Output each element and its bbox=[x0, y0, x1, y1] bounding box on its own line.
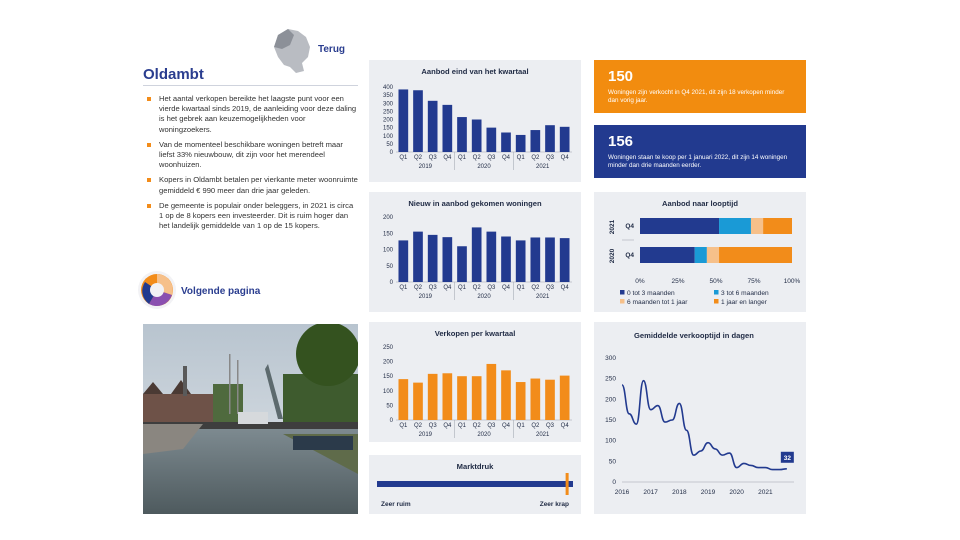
chart-title: Aanbod naar looptijd bbox=[662, 199, 738, 208]
title-divider bbox=[143, 85, 358, 86]
gauge-marker bbox=[566, 473, 569, 495]
bar bbox=[530, 130, 540, 152]
bar bbox=[560, 127, 570, 152]
x-tick-label: 2017 bbox=[643, 489, 658, 496]
gauge-track bbox=[377, 481, 573, 487]
aanbod-chart bbox=[369, 60, 581, 182]
year-label: 2020 bbox=[477, 432, 491, 438]
x-tick-label: 25% bbox=[671, 278, 685, 285]
y-tick-label: 350 bbox=[382, 93, 393, 100]
page-title: Oldambt bbox=[143, 66, 204, 83]
x-tick-label: Q1 bbox=[399, 423, 408, 429]
bar bbox=[501, 237, 511, 283]
chart-title: Aanbod eind van het kwartaal bbox=[421, 67, 529, 76]
x-tick-label: Q1 bbox=[399, 285, 408, 291]
bar bbox=[486, 232, 496, 282]
x-tick-label: Q3 bbox=[428, 155, 437, 161]
y-tick-label: 50 bbox=[386, 263, 393, 270]
bar bbox=[501, 370, 511, 420]
legend-swatch bbox=[714, 290, 719, 295]
x-tick-label: Q3 bbox=[428, 423, 437, 429]
x-tick-label: Q4 bbox=[501, 285, 511, 291]
x-tick-label: Q3 bbox=[487, 285, 496, 291]
x-tick-label: Q4 bbox=[501, 423, 511, 429]
x-tick-label: 2016 bbox=[614, 489, 630, 496]
chart-panel-marktdruk bbox=[369, 455, 581, 514]
bar bbox=[560, 238, 570, 282]
x-tick-label: Q1 bbox=[516, 155, 525, 161]
year-label: 2019 bbox=[418, 164, 433, 170]
kpi-for-sale-text: Woningen staan te koop per 1 januari 2022, dit zijn 14 woningen minder dan drie maanden eerder. bbox=[608, 154, 788, 169]
y-tick-label: 150 bbox=[382, 231, 393, 238]
bullet-item: De gemeente is populair onder beleggers, in 2021 is circa 1 op de 8 kopers een investeerder. Dit is ruim hoger dan het landelijk gemiddelde van 1 op de 15 kopers. bbox=[143, 201, 358, 232]
y-tick-label: 50 bbox=[386, 141, 393, 148]
looptijd-chart bbox=[594, 192, 806, 312]
chart-panel-aanbod bbox=[369, 60, 581, 182]
x-tick-label: Q2 bbox=[472, 285, 481, 291]
x-tick-label: 2018 bbox=[672, 489, 687, 496]
verkopen-chart bbox=[369, 322, 581, 442]
chart-panel-nieuw bbox=[369, 192, 581, 312]
y-tick-label: 150 bbox=[382, 374, 393, 381]
y-tick-label: 400 bbox=[382, 85, 393, 91]
x-tick-label: Q2 bbox=[413, 285, 423, 291]
y-tick-label: 50 bbox=[386, 403, 393, 410]
series-line bbox=[622, 381, 787, 470]
x-tick-label: Q1 bbox=[516, 423, 525, 429]
stacked-bar-segment bbox=[640, 247, 695, 263]
y-tick-label: 300 bbox=[605, 355, 616, 362]
chart-panel-verkooptijd bbox=[594, 322, 806, 514]
x-tick-label: Q2 bbox=[472, 155, 481, 161]
x-tick-label: Q4 bbox=[443, 423, 452, 429]
bullet-list bbox=[143, 94, 358, 236]
bar bbox=[398, 240, 408, 282]
x-tick-label: Q2 bbox=[531, 423, 540, 429]
x-tick-label: 100% bbox=[783, 278, 801, 285]
town-photo bbox=[143, 324, 358, 514]
marktdruk-gauge bbox=[369, 455, 581, 514]
bar bbox=[472, 227, 482, 282]
x-tick-label: Q1 bbox=[457, 423, 467, 429]
bar bbox=[486, 364, 496, 420]
y-tick-label: 100 bbox=[605, 437, 616, 445]
year-label: 2021 bbox=[535, 164, 550, 170]
chart-panel-looptijd bbox=[594, 192, 806, 312]
chart-title: Nieuw in aanbod gekomen woningen bbox=[408, 199, 542, 208]
x-tick-label: Q4 bbox=[443, 155, 452, 161]
donut-chart-icon bbox=[137, 270, 177, 310]
x-tick-label: 2019 bbox=[700, 489, 716, 496]
x-tick-label: 2021 bbox=[758, 489, 773, 496]
legend-swatch bbox=[620, 290, 625, 295]
x-tick-label: Q4 bbox=[560, 155, 569, 161]
bar bbox=[530, 237, 540, 282]
x-tick-label: 50% bbox=[709, 278, 723, 285]
bar bbox=[545, 125, 555, 152]
bar bbox=[545, 380, 555, 420]
year-label: 2021 bbox=[535, 294, 550, 300]
bar bbox=[516, 135, 526, 152]
x-tick-label: Q3 bbox=[487, 155, 496, 161]
y-tick-label: 200 bbox=[605, 396, 616, 404]
bar bbox=[486, 128, 496, 152]
y-tick-label: 100 bbox=[382, 247, 393, 254]
bar bbox=[516, 240, 526, 282]
row-label: Q4 bbox=[625, 223, 634, 230]
bar bbox=[413, 383, 423, 420]
y-tick-label: 100 bbox=[382, 388, 393, 395]
kpi-for-sale-value: 156 bbox=[608, 133, 634, 150]
gauge-right-label: Zeer krap bbox=[539, 501, 569, 508]
stacked-bar-segment bbox=[640, 218, 719, 234]
x-tick-label: 75% bbox=[747, 278, 761, 285]
bar bbox=[398, 379, 408, 420]
x-tick-label: Q1 bbox=[399, 155, 408, 161]
x-tick-label: Q2 bbox=[413, 423, 423, 429]
bar bbox=[545, 237, 555, 282]
x-tick-label: Q2 bbox=[531, 285, 540, 291]
bar bbox=[457, 246, 467, 282]
y-tick-label: 0 bbox=[389, 150, 393, 156]
y-tick-label: 0 bbox=[612, 479, 616, 486]
chart-title: Marktdruk bbox=[456, 462, 494, 471]
bar bbox=[472, 376, 482, 420]
y-tick-label: 200 bbox=[382, 215, 393, 221]
x-tick-label: 0% bbox=[635, 278, 645, 285]
bar bbox=[428, 235, 438, 282]
year-label: 2019 bbox=[418, 432, 433, 438]
bar bbox=[457, 117, 467, 152]
stacked-bar-segment bbox=[719, 218, 751, 234]
x-tick-label: Q2 bbox=[531, 155, 540, 161]
bar bbox=[428, 101, 438, 152]
bar bbox=[398, 89, 408, 152]
y-tick-label: 150 bbox=[605, 417, 616, 424]
y-tick-label: 250 bbox=[382, 345, 393, 351]
y-tick-label: 250 bbox=[382, 109, 393, 116]
x-tick-label: 2020 bbox=[729, 489, 744, 496]
next-page-label: Volgende pagina bbox=[181, 286, 261, 297]
legend-label: 0 tot 3 maanden bbox=[627, 290, 675, 297]
row-year-label: 2020 bbox=[609, 248, 616, 264]
kpi-sold-text: Woningen zijn verkocht in Q4 2021, dit zijn 18 verkopen minder dan vorig jaar. bbox=[608, 89, 785, 104]
year-label: 2019 bbox=[418, 294, 433, 300]
y-tick-label: 0 bbox=[389, 418, 393, 424]
year-label: 2020 bbox=[477, 164, 491, 170]
bullet-item: Het aantal verkopen bereikte het laagste punt voor een vierde kwartaal sinds 2019, de aanleiding voor deze daling is het gebrek aan keuzemogelijkheden voor woningzoekers. bbox=[143, 94, 358, 135]
y-tick-label: 150 bbox=[382, 125, 393, 132]
bar bbox=[413, 232, 423, 282]
stacked-bar-segment bbox=[707, 247, 719, 263]
x-tick-label: Q3 bbox=[487, 423, 496, 429]
region-map-icon bbox=[272, 27, 316, 75]
x-tick-label: Q4 bbox=[560, 423, 569, 429]
verkooptijd-chart bbox=[594, 322, 806, 514]
stacked-bar-segment bbox=[695, 247, 707, 263]
y-tick-label: 200 bbox=[382, 359, 393, 366]
kpi-sold-box bbox=[594, 60, 806, 113]
kpi-for-sale-box bbox=[594, 125, 806, 178]
bar bbox=[560, 376, 570, 420]
x-tick-label: Q1 bbox=[457, 155, 467, 161]
legend-label: 6 maanden tot 1 jaar bbox=[627, 299, 688, 306]
bar bbox=[501, 133, 511, 153]
back-label: Terug bbox=[318, 44, 346, 55]
chart-title: Gemiddelde verkooptijd in dagen bbox=[634, 331, 754, 340]
stacked-bar-segment bbox=[751, 218, 763, 234]
bar bbox=[442, 373, 452, 420]
year-label: 2020 bbox=[477, 294, 491, 300]
legend-swatch bbox=[714, 299, 719, 304]
nieuw-chart bbox=[369, 192, 581, 312]
y-tick-label: 200 bbox=[382, 117, 393, 124]
stacked-bar-segment bbox=[719, 247, 792, 263]
x-tick-label: Q2 bbox=[413, 155, 423, 161]
year-label: 2021 bbox=[535, 432, 550, 438]
x-tick-label: Q4 bbox=[443, 285, 452, 291]
legend-label: 3 tot 6 maanden bbox=[721, 290, 769, 297]
bar bbox=[442, 105, 452, 152]
x-tick-label: Q4 bbox=[501, 155, 511, 161]
bar bbox=[442, 237, 452, 282]
legend-swatch bbox=[620, 299, 625, 304]
x-tick-label: Q4 bbox=[560, 285, 569, 291]
gauge-left-label: Zeer ruim bbox=[381, 501, 411, 508]
chart-title: Verkopen per kwartaal bbox=[434, 329, 516, 338]
y-tick-label: 0 bbox=[389, 280, 393, 286]
bar bbox=[457, 376, 467, 420]
bar bbox=[516, 382, 526, 420]
bar bbox=[530, 379, 540, 420]
row-year-label: 2021 bbox=[609, 219, 616, 235]
x-tick-label: Q2 bbox=[472, 423, 481, 429]
x-tick-label: Q3 bbox=[545, 155, 555, 161]
y-tick-label: 250 bbox=[605, 375, 616, 383]
x-tick-label: Q1 bbox=[457, 285, 467, 291]
bar bbox=[413, 90, 423, 152]
y-tick-label: 100 bbox=[382, 133, 393, 140]
data-label: 32 bbox=[783, 454, 791, 462]
bullet-item: Van de momenteel beschikbare woningen betreft maar liefst 33% nieuwbouw, dit zijn voor het merendeel woonhuizen. bbox=[143, 140, 358, 171]
legend-label: 1 jaar en langer bbox=[721, 299, 767, 306]
chart-panel-verkopen bbox=[369, 322, 581, 442]
back-button[interactable] bbox=[272, 27, 362, 75]
stacked-bar-segment bbox=[763, 218, 792, 234]
x-tick-label: Q3 bbox=[545, 423, 555, 429]
x-tick-label: Q3 bbox=[428, 285, 437, 291]
y-tick-label: 300 bbox=[382, 101, 393, 108]
bar bbox=[428, 374, 438, 420]
next-page-button[interactable] bbox=[137, 270, 287, 312]
bullet-item: Kopers in Oldambt betalen per vierkante meter woonruimte gemiddeld € 990 meer dan drie jaar geleden. bbox=[143, 175, 358, 195]
bar bbox=[472, 120, 482, 153]
row-label: Q4 bbox=[625, 252, 634, 259]
x-tick-label: Q1 bbox=[516, 285, 525, 291]
y-tick-label: 50 bbox=[608, 458, 616, 466]
kpi-sold-value: 150 bbox=[608, 68, 634, 85]
x-tick-label: Q3 bbox=[545, 285, 555, 291]
